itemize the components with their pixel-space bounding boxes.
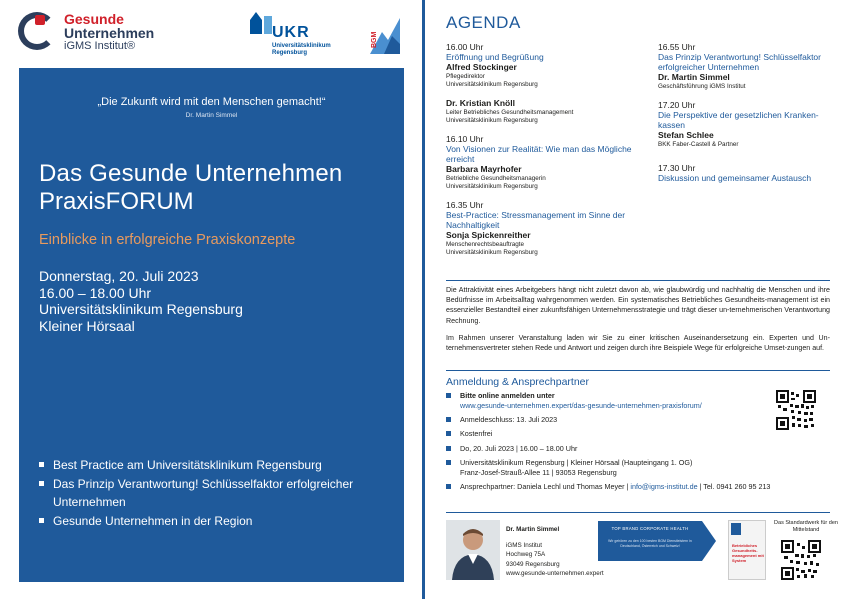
gesunde-unternehmen-logo (18, 10, 178, 54)
contact-block (506, 525, 604, 578)
agenda-role: Menschenrechtsbeauftragte (446, 241, 525, 248)
section-rule (446, 370, 830, 371)
agenda-topic: Die Perspektive der gesetzlichen Kranken-kassen (658, 110, 819, 130)
contact-org: iGMS Institut (506, 542, 543, 550)
registration-deadline: Anmeldeschluss: 13. Juli 2023 (446, 415, 766, 425)
contact-email-link[interactable]: info@igms-institut.de (630, 482, 698, 492)
registration-fee: Kostenfrei (446, 429, 766, 439)
contact-web-link[interactable]: www.gesunde-unternehmen.expert (506, 569, 604, 577)
highlight-list (39, 456, 389, 530)
agenda-item (658, 163, 838, 183)
event-subtitle: Einblicke in erfolgreiche Praxiskonzepte (39, 232, 296, 248)
contact-name: Dr. Martin Simmel (506, 526, 560, 533)
highlight-item: Gesunde Unternehmen in der Region (39, 512, 389, 531)
bgm-logo-text: BGM (371, 31, 378, 48)
invitation-paragraph: Im Rahmen unserer Veranstaltung laden wir Sie zu einer kritischen Auseinandersetzung ein. Experten und Un-ternehmensvertreter stehen Rede und Antwort und zeigen durch ihre Beispiele Wege für erfolgreiche Umset-zungen auf. (446, 334, 830, 353)
agenda-topic: Das Prinzip Verantwortung! Schlüsselfaktor erfolgreicher Unternehmen (658, 52, 821, 72)
event-title-line1: Das Gesunde Unternehmen (39, 160, 343, 187)
badge-arrow-icon (702, 521, 716, 561)
hero-panel (19, 68, 404, 582)
agenda-column-right (658, 42, 838, 192)
agenda-role: Leiter Betriebliches Gesundheitsmanagement (446, 109, 574, 116)
agenda-speaker: Alfred Stockinger (446, 62, 517, 72)
registration-heading: Anmeldung & Ansprechpartner (446, 376, 590, 388)
agenda-topic: Best-Practice: Stressmanagement im Sinne der Nachhaltigkeit (446, 210, 626, 230)
registration-qr-code-icon[interactable] (776, 390, 816, 430)
highlight-item: Das Prinzip Verantwortung! Schlüsselfaktor erfolgreicher Unternehmen (39, 475, 389, 512)
logo-text-line3: iGMS Institut® (64, 40, 136, 52)
agenda-time: 16.35 Uhr (446, 200, 484, 210)
highlight-item: Best Practice am Universitätsklinikum Regensburg (39, 456, 389, 475)
agenda-time: 17.30 Uhr (658, 163, 696, 173)
agenda-time: 16.00 Uhr (446, 42, 484, 52)
intro-paragraph: Die Attraktivität eines Arbeitgebers hängt nicht zuletzt davon ab, wie glaubwürdig und nachhaltig die Menschen und ihre Bedürfnisse im Arbeitsalltag wahrgenommen werden. Ein systematisches Betriebliches Gesundheits-management ist ein essenzieller Bestandteil einer zukunftsfähigen Unternehmensstrategie und trägt dieser un-ternehmerischen Verantwortung Rechnung. (446, 286, 830, 325)
logo-text-line2: Unternehmen (64, 25, 155, 41)
book-cover (728, 520, 766, 580)
registration-venue-line2: Franz-Josef-Strauß-Allee 11 | 93053 Regensburg (460, 467, 617, 477)
logo-square-icon (35, 15, 45, 25)
agenda-time: 16.10 Uhr (446, 134, 484, 144)
agenda-topic: Diskussion und gemeinsamer Austausch (658, 173, 812, 183)
contact-names: Ansprechpartner: Daniela Lechl und Thomas Meyer | (460, 482, 631, 492)
ukr-logo-text: UKR (272, 24, 310, 41)
registration-online-label: Bitte online anmelden unter (460, 391, 555, 400)
ukr-logo-sub1: Universitätsklinikum (272, 43, 331, 49)
flyer-agenda-page (426, 0, 850, 599)
registration-datetime: Do, 20. Juli 2023 | 16.00 – 18.00 Uhr (446, 444, 766, 454)
agenda-item (658, 42, 838, 91)
agenda-column-left (446, 42, 646, 266)
book-qr-code-icon[interactable] (781, 540, 821, 580)
registration-list (446, 391, 771, 496)
agenda-item (446, 42, 646, 89)
agenda-role: Betriebliche Gesundheitsmanagerin (446, 175, 546, 182)
badge-title: TOP BRAND CORPORATE HEALTH (611, 526, 689, 531)
hero-quote: „Die Zukunft wird mit den Menschen gemacht!“ (97, 96, 326, 108)
event-place1: Universitätsklinikum Regensburg (39, 301, 243, 317)
agenda-role: BKK Faber-Castell & Partner (658, 141, 739, 148)
logo-text-line1: Gesunde (64, 11, 124, 27)
book-logo-icon (731, 523, 741, 535)
agenda-item (446, 98, 646, 125)
hero-quote-author: Dr. Martin Simmel (185, 112, 238, 119)
agenda-org: Universitätsklinikum Regensburg (446, 117, 538, 124)
badge-text: Wir gehören zu den 100 besten BGM Dienstleistern in Deutschland, Österreich und Schweiz! (608, 539, 692, 548)
registration-venue-line1: Universitätsklinikum Regensburg | Kleiner Hörsaal (Haupteingang 1. OG) (460, 457, 693, 467)
contact-street: Hochweg 75A (506, 551, 546, 559)
page-divider (422, 0, 425, 599)
agenda-time: 17.20 Uhr (658, 100, 696, 110)
agenda-item (446, 134, 646, 191)
contact-phone: | Tel. 0941 260 95 213 (697, 482, 771, 492)
event-date: Donnerstag, 20. Juli 2023 (39, 268, 199, 284)
agenda-org: Universitätsklinikum Regensburg (446, 183, 538, 190)
agenda-speaker: Dr. Kristian Knöll (446, 98, 515, 108)
bgm-mountain-icon (360, 14, 402, 56)
registration-venue (446, 458, 766, 478)
registration-url-link[interactable]: www.gesunde-unternehmen.expert/das-gesunde-unternehmen-praxisforum/ (460, 400, 702, 410)
event-time: 16.00 – 18.00 Uhr (39, 284, 152, 301)
ukr-logo (250, 12, 350, 58)
event-title-line2: PraxisFORUM (39, 188, 194, 215)
agenda-speaker: Dr. Martin Simmel (658, 72, 730, 82)
bgm-logo (360, 14, 402, 56)
section-rule (446, 512, 830, 513)
agenda-role: Geschäftsführung iGMS Institut (658, 83, 746, 90)
speaker-photo (446, 520, 500, 580)
agenda-speaker: Stefan Schlee (658, 130, 714, 140)
section-rule (446, 280, 830, 281)
agenda-speaker: Sonja Spickenreither (446, 230, 531, 240)
person-portrait-icon (446, 520, 500, 580)
flyer-front-page (0, 0, 422, 599)
agenda-topic: Eröffnung und Begrüßung (446, 52, 544, 62)
agenda-topic: Von Visionen zur Realität: Wie man das Mögliche erreicht (446, 144, 632, 164)
agenda-speaker: Barbara Mayrhofer (446, 164, 522, 174)
agenda-org: Universitätsklinikum Regensburg (446, 81, 538, 88)
agenda-item (446, 200, 646, 257)
agenda-heading: AGENDA (446, 13, 521, 32)
standard-work-text: Das Standardwerk für den Mittelstand (774, 520, 838, 533)
contact-city: 93049 Regensburg (506, 560, 560, 568)
registration-online (446, 391, 766, 411)
registration-contact (446, 482, 846, 492)
agenda-time: 16.55 Uhr (658, 42, 696, 52)
agenda-item (658, 100, 838, 149)
top-brand-badge (598, 521, 702, 561)
event-when (39, 268, 243, 334)
ukr-logo-sub2: Regensburg (272, 50, 308, 56)
agenda-org: Universitätsklinikum Regensburg (446, 249, 538, 256)
event-place2: Kleiner Hörsaal (39, 317, 135, 334)
agenda-role: Pflegedirektor (446, 73, 485, 80)
book-title: Betriebliches Gesundheits-management mit System (732, 543, 764, 563)
